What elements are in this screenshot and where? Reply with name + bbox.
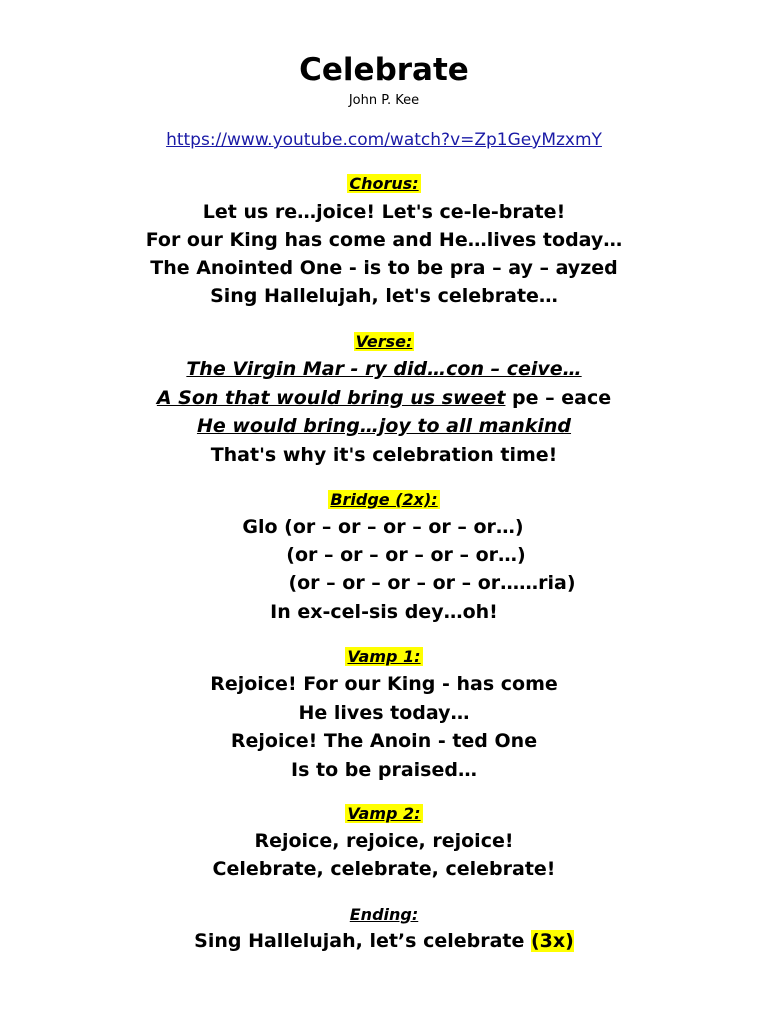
ending-label: Ending: — [349, 905, 419, 924]
verse-line-2-underlined: A Son that would bring us sweet — [156, 387, 506, 409]
verse-line-2-rest: pe – eace — [505, 387, 612, 409]
vamp2-line-1: Rejoice, rejoice, rejoice! — [254, 830, 514, 852]
ending-line — [0, 928, 768, 955]
youtube-link[interactable]: https://www.youtube.com/watch?v=Zp1GeyMzxmY — [166, 130, 602, 150]
chorus-line-2: For our King has come and He…lives today… — [145, 229, 623, 251]
vamp1-line-1: Rejoice! For our King - has come — [210, 673, 558, 695]
bridge-line-2: (or – or – or – or – or…) — [286, 544, 526, 566]
song-title: Celebrate — [299, 52, 469, 88]
ending-repeat-badge: (3x) — [531, 930, 574, 952]
chorus-line-1: Let us re…joice! Let's ce-le-brate! — [202, 201, 566, 223]
vamp1-line-2: He lives today… — [298, 702, 470, 724]
verse-label: Verse: — [355, 332, 413, 351]
vamp2-line-2: Celebrate, celebrate, celebrate! — [212, 858, 556, 880]
chorus-line-4: Sing Hallelujah, let's celebrate… — [210, 285, 558, 307]
verse-line-3-text: He would bring…joy to all mankind — [196, 415, 572, 437]
verse-line-1 — [0, 356, 768, 383]
vamp1-line-4: Is to be praised… — [291, 759, 477, 781]
chorus-label: Chorus: — [349, 174, 419, 193]
vamp1-label: Vamp 1: — [347, 647, 421, 666]
bridge-line-4: In ex-cel-sis dey…oh! — [270, 601, 498, 623]
verse-line-3 — [0, 413, 768, 440]
song-author: John P. Kee — [348, 93, 420, 108]
bridge-line-1: Glo (or – or – or – or – or…) — [242, 516, 524, 538]
verse-line-2 — [0, 385, 768, 412]
bridge-label: Bridge (2x): — [330, 490, 438, 509]
vamp2-label: Vamp 2: — [347, 804, 421, 823]
ending-line-text: Sing Hallelujah, let’s celebrate — [194, 930, 531, 952]
verse-line-1-text: The Virgin Mar - ry did…con – ceive… — [186, 358, 582, 380]
verse-line-4: That's why it's celebration time! — [210, 444, 558, 466]
chorus-line-3: The Anointed One - is to be pra – ay – ayzed — [150, 257, 618, 279]
vamp1-line-3: Rejoice! The Anoin - ted One — [230, 730, 538, 752]
bridge-line-3: (or – or – or – or – or……ria) — [288, 572, 576, 594]
